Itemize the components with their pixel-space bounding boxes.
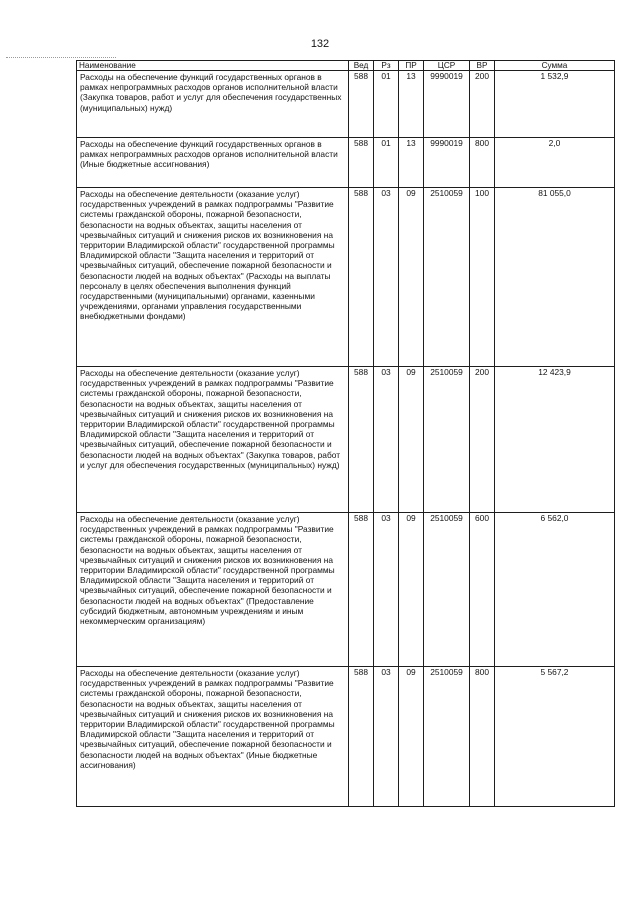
row-name: Расходы на обеспечение деятельности (оказание услуг) государственных учреждений в рамках подпрограммы "Развитие системы гражданской обороны, пожарной безопасности, безопасности на водных объектах, защиты населения от чрезвычайных ситуаций и снижения рисков их возникновения на территории Владимирской области" государственной программы Владимирской области "Защита населения и территорий от чрезвычайных ситуаций, обеспечение пожарной безопасности и безопасности людей на водных объектах" (Расходы на выплаты персоналу в целях обеспечения выполнения функций государственными (муниципальными) органами, казенными учреждениями, органами управления государственными внебюджетными фондами) [77,188,349,367]
row-vr: 800 [470,138,495,188]
row-csr: 2510059 [424,367,470,513]
table-header-row [77,61,615,71]
row-csr: 2510059 [424,667,470,807]
row-vr: 200 [470,71,495,138]
table-row [77,667,615,807]
scan-artifact [6,57,116,59]
table-row [77,71,615,138]
row-rz: 01 [374,138,399,188]
row-ved: 588 [349,138,374,188]
header-rz: Рз [374,61,399,71]
row-sum: 6 562,0 [495,513,615,667]
row-csr: 2510059 [424,188,470,367]
row-sum: 1 532,9 [495,71,615,138]
row-name: Расходы на обеспечение функций государственных органов в рамках непрограммных расходов органов исполнительной власти (Иные бюджетные ассигнования) [77,138,349,188]
row-name: Расходы на обеспечение функций государственных органов в рамках непрограммных расходов органов исполнительной власти (Закупка товаров, работ и услуг для обеспечения государственных (муниципальных) нужд) [77,71,349,138]
row-pr: 09 [399,367,424,513]
row-vr: 600 [470,513,495,667]
row-sum: 12 423,9 [495,367,615,513]
row-ved: 588 [349,667,374,807]
row-rz: 03 [374,367,399,513]
table-row [77,513,615,667]
row-csr: 9990019 [424,138,470,188]
row-sum: 5 567,2 [495,667,615,807]
row-ved: 588 [349,71,374,138]
page-number: 132 [310,38,330,50]
header-sum: Сумма [495,61,615,71]
row-csr: 2510059 [424,513,470,667]
row-vr: 800 [470,667,495,807]
table-row [77,188,615,367]
row-vr: 200 [470,367,495,513]
row-pr: 09 [399,513,424,667]
row-sum: 81 055,0 [495,188,615,367]
table-row [77,138,615,188]
row-ved: 588 [349,367,374,513]
row-ved: 588 [349,513,374,667]
row-sum: 2,0 [495,138,615,188]
row-rz: 03 [374,513,399,667]
row-pr: 13 [399,138,424,188]
header-pr: ПР [399,61,424,71]
row-name: Расходы на обеспечение деятельности (оказание услуг) государственных учреждений в рамках подпрограммы "Развитие системы гражданской обороны, пожарной безопасности, безопасности на водных объектах, защиты населения от чрезвычайных ситуаций и снижения рисков их возникновения на территории Владимирской области" государственной программы Владимирской области "Защита населения и территорий от чрезвычайных ситуаций, обеспечение пожарной безопасности и безопасности людей на водных объектах" (Иные бюджетные ассигнования) [77,667,349,807]
header-ved: Вед [349,61,374,71]
row-rz: 01 [374,71,399,138]
row-rz: 03 [374,188,399,367]
header-vr: ВР [470,61,495,71]
header-csr: ЦСР [424,61,470,71]
header-name: Наименование [77,61,349,71]
row-name: Расходы на обеспечение деятельности (оказание услуг) государственных учреждений в рамках подпрограммы "Развитие системы гражданской обороны, пожарной безопасности, безопасности на водных объектах, защиты населения от чрезвычайных ситуаций и снижения рисков их возникновения на территории Владимирской области" государственной программы Владимирской области "Защита населения и территорий от чрезвычайных ситуаций, обеспечение пожарной безопасности и безопасности людей на водных объектах" (Предоставление субсидий бюджетным, автономным учреждениям и иным некоммерческим организациям) [77,513,349,667]
row-ved: 588 [349,188,374,367]
table-row [77,367,615,513]
row-rz: 03 [374,667,399,807]
row-pr: 09 [399,188,424,367]
row-pr: 13 [399,71,424,138]
row-name: Расходы на обеспечение деятельности (оказание услуг) государственных учреждений в рамках подпрограммы "Развитие системы гражданской обороны, пожарной безопасности, безопасности на водных объектах, защиты населения от чрезвычайных ситуаций и снижения рисков их возникновения на территории Владимирской области" государственной программы Владимирской области "Защита населения и территорий от чрезвычайных ситуаций, обеспечение пожарной безопасности и безопасности людей на водных объектах" (Закупка товаров, работ и услуг для обеспечения государственных (муниципальных) нужд) [77,367,349,513]
row-pr: 09 [399,667,424,807]
row-csr: 9990019 [424,71,470,138]
budget-table [76,60,615,807]
row-vr: 100 [470,188,495,367]
